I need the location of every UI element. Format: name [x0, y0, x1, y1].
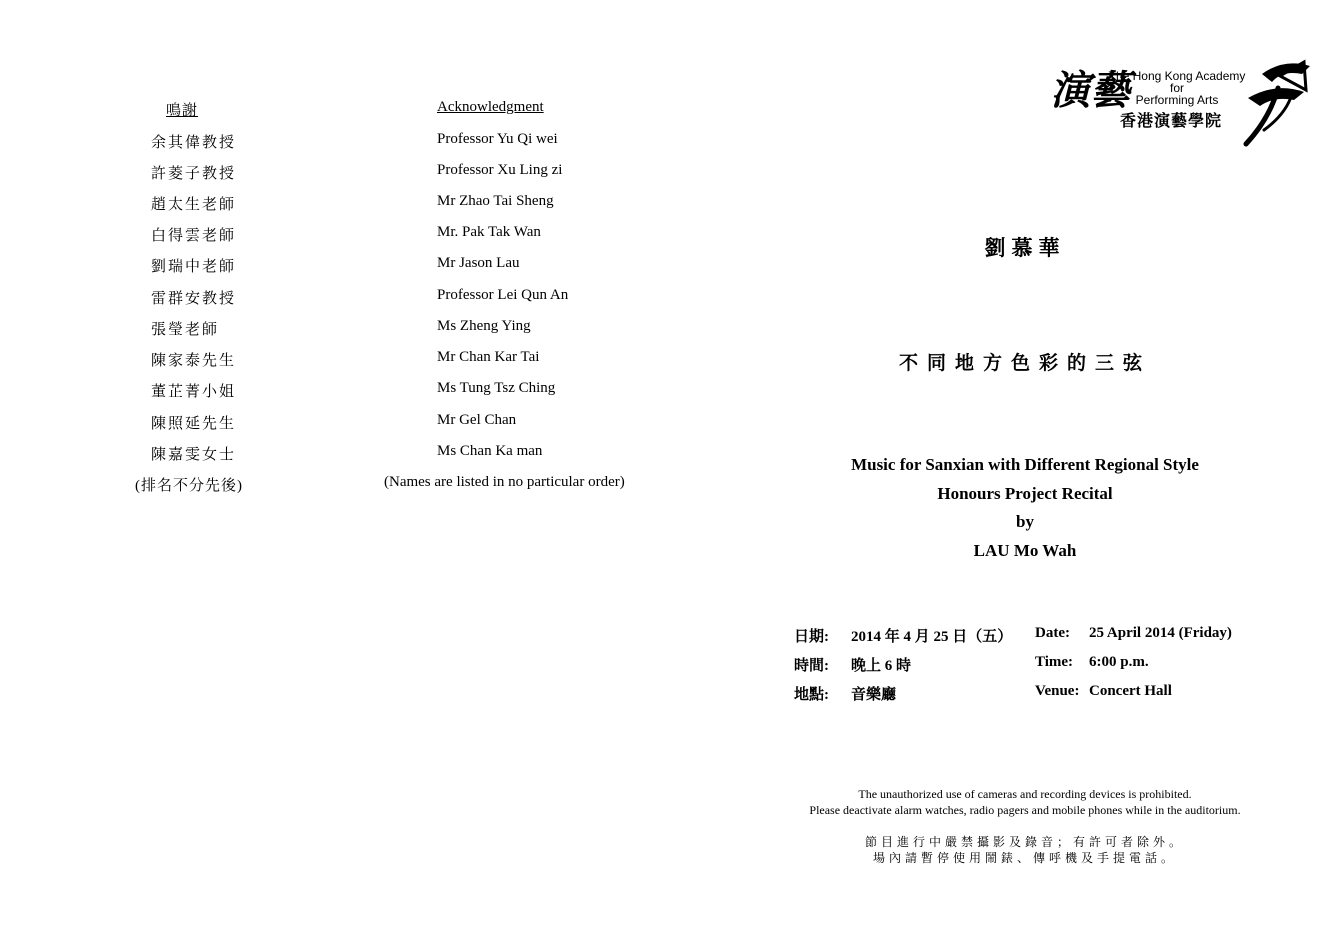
acknowledgment-row: [0, 349, 700, 373]
time-label-en: Time:: [1035, 654, 1074, 670]
acknowledgment-name-zh: 陳家泰先生: [151, 353, 237, 369]
date-value-en: 25 April 2014 (Friday): [1089, 625, 1232, 641]
date-label-en: Date:: [1035, 625, 1070, 641]
acknowledgment-name-en: Professor Lei Qun An: [437, 287, 569, 303]
notice-zh: [780, 834, 1270, 866]
acknowledgment-name-zh: 趙太生老師: [151, 197, 237, 213]
time-value-en: 6:00 p.m.: [1089, 654, 1149, 670]
title-line-2: Honours Project Recital: [937, 483, 1113, 503]
academy-logo: [1048, 52, 1318, 152]
acknowledgment-name-zh: 雷群安教授: [151, 291, 237, 307]
order-note-zh: (排名不分先後): [135, 478, 243, 494]
notice-en-line-2: Please deactivate alarm watches, radio pagers and mobile phones while in the auditorium.: [809, 803, 1241, 817]
acknowledgment-row: [0, 162, 700, 186]
acknowledgment-name-zh: 劉瑞中老師: [151, 259, 237, 275]
title-line-1: Music for Sanxian with Different Regional Style: [851, 455, 1199, 474]
logo-line-1: The Hong Kong Academy: [1108, 69, 1246, 83]
performer-name-en: LAU Mo Wah: [973, 540, 1077, 560]
acknowledgment-row: [0, 443, 700, 467]
time-value-zh: 晚上 6 時: [851, 658, 912, 674]
recital-title-en: [790, 451, 1260, 565]
acknowledgment-row: [0, 318, 700, 342]
venue-label-zh: 地點:: [794, 687, 829, 703]
acknowledgment-name-zh: 白得雲老師: [151, 228, 237, 244]
acknowledgment-name-en: Ms Tung Tsz Ching: [437, 380, 556, 396]
acknowledgment-name-zh: 張瑩老師: [151, 322, 220, 338]
acknowledgment-name-zh: 陳嘉雯女士: [151, 447, 237, 463]
venue-value-zh: 音樂廳: [851, 687, 897, 703]
date-label-zh: 日期:: [794, 629, 829, 645]
acknowledgment-row: [0, 255, 700, 279]
notice-zh-line-1: 節目進行中嚴禁攝影及錄音；有許可者除外。: [864, 835, 1185, 849]
title-line-3: by: [1016, 512, 1034, 531]
acknowledgment-name-en: Professor Xu Ling zi: [437, 162, 563, 178]
venue-value-en: Concert Hall: [1089, 683, 1172, 699]
notice-en: [780, 786, 1270, 818]
acknowledgment-name-en: Mr Zhao Tai Sheng: [437, 193, 554, 209]
acknowledgment-name-en: Ms Chan Ka man: [437, 443, 543, 459]
acknowledgment-name-en: Mr Jason Lau: [437, 255, 520, 271]
acknowledgment-row: [0, 131, 700, 155]
recital-title-zh: 不同地方色彩的三弦: [898, 353, 1151, 374]
acknowledgment-row: [0, 287, 700, 311]
acknowledgment-name-en: Professor Yu Qi wei: [437, 131, 558, 147]
order-note-en: (Names are listed in no particular order): [384, 474, 625, 490]
acknowledgment-name-en: Mr. Pak Tak Wan: [437, 224, 541, 240]
time-label-zh: 時間:: [794, 658, 829, 674]
acknowledgment-heading-zh: 鳴謝: [166, 103, 199, 119]
performer-name-zh: 劉慕華: [984, 236, 1066, 260]
acknowledgment-name-zh: 陳照延先生: [151, 416, 237, 432]
acknowledgment-row: [0, 193, 700, 217]
logo-line-2: for: [1169, 81, 1184, 95]
acknowledgment-name-zh: 許菱子教授: [151, 166, 237, 182]
acknowledgment-row: [0, 224, 700, 248]
logo-line-3: Performing Arts: [1135, 93, 1219, 107]
acknowledgment-row: [0, 412, 700, 436]
acknowledgment-row: [0, 380, 700, 404]
date-value-zh: 2014 年 4 月 25 日（五）: [851, 629, 1013, 645]
notice-zh-line-2: 場內請暫停使用鬧錶、傳呼機及手提電話。: [872, 851, 1177, 865]
notice-en-line-1: The unauthorized use of cameras and recording devices is prohibited.: [858, 787, 1192, 801]
logo-chinese-name: 香港演藝學院: [1120, 113, 1223, 130]
acknowledgment-name-en: Ms Zheng Ying: [437, 318, 531, 334]
acknowledgment-heading-en: Acknowledgment: [437, 99, 544, 115]
acknowledgment-name-en: Mr Chan Kar Tai: [437, 349, 540, 365]
calligraphy-char: 演藝: [1050, 67, 1130, 114]
acknowledgment-name-en: Mr Gel Chan: [437, 412, 517, 428]
acknowledgment-name-zh: 董芷菁小姐: [151, 384, 237, 400]
venue-label-en: Venue:: [1035, 683, 1080, 699]
acknowledgment-name-zh: 余其偉教授: [151, 135, 237, 151]
